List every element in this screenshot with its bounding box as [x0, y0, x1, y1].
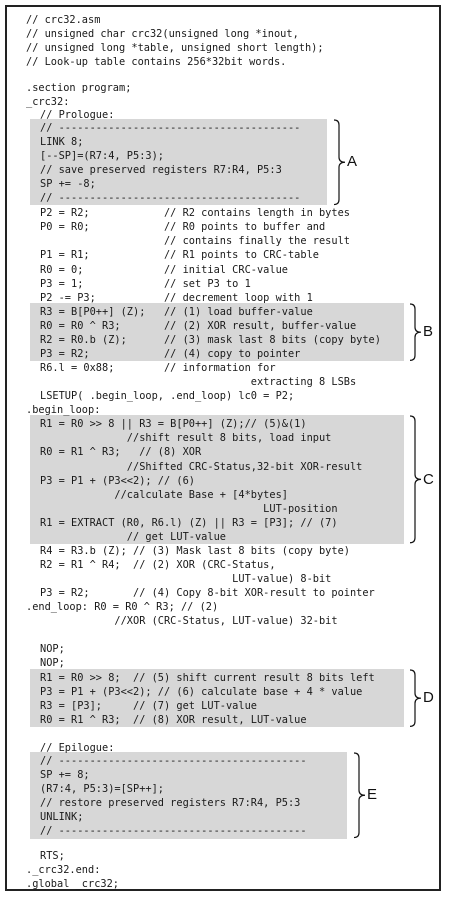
code-line: R4 = R3.b (Z); // (3) Mask last 8 bits (copy byte): [40, 544, 350, 557]
code-line: P2 = R2; // R2 contains length in bytes: [40, 207, 350, 220]
code-line: R0 = 0; // initial CRC-value: [40, 263, 288, 276]
code-line: // crc32.asm: [26, 14, 101, 26]
code-line: P3 = 1; // set P3 to 1: [40, 277, 251, 290]
code-line: RTS;: [40, 849, 65, 862]
code-line: R6.l = 0x88; // information for: [40, 362, 276, 375]
code-line: // unsigned char crc32(unsigned long *inout,: [26, 28, 299, 41]
code-line: .end_loop: R0 = R0 ^ R3; // (2): [26, 601, 219, 614]
code-line: ._crc32.end:: [26, 863, 101, 876]
code-line: // Prologue:: [40, 108, 115, 121]
code-line: //shift result 8 bits, load input: [40, 432, 332, 445]
code-line: //calculate Base + [4*bytes]: [40, 488, 288, 501]
code-line: R0 = R0 ^ R3; // (2) XOR result, buffer-value: [40, 319, 357, 332]
code-line: //Shifted CRC-Status,32-bit XOR-result: [40, 460, 363, 473]
code-line: // Epilogue:: [40, 741, 115, 754]
code-line: R3 = B[P0++] (Z); // (1) load buffer-value: [40, 305, 313, 318]
code-line: // save preserved registers R7:R4, P5:3: [40, 164, 282, 177]
code-line: SP += 8;: [40, 769, 90, 782]
block-label-c: C: [423, 470, 434, 488]
code-line: // restore preserved registers R7:R4, P5:3: [40, 797, 301, 810]
code-line: (R7:4, P5:3)=[SP++];: [40, 783, 164, 796]
code-line: .section program;: [26, 82, 132, 95]
code-line: // contains finally the result: [40, 235, 350, 248]
code-line: P3 = P1 + (P3<<2); // (6) calculate base + 4 * value: [40, 685, 363, 698]
code-line: // ---------------------------------------: [40, 121, 301, 134]
code-line: R2 = R1 ^ R4; // (2) XOR (CRC-Status,: [40, 559, 276, 572]
code-line: P0 = R0; // R0 points to buffer and: [40, 221, 326, 234]
code-line: SP += -8;: [40, 178, 96, 191]
code-line: // ---------------------------------------: [40, 192, 301, 205]
code-line: R1 = R0 >> 8; // (5) shift current result 8 bits left: [40, 671, 375, 684]
code-line: R0 = R1 ^ R3; // (8) XOR result, LUT-value: [40, 713, 307, 726]
block-label-d: D: [423, 688, 434, 706]
code-line: P3 = R2; // (4) copy to pointer: [40, 347, 301, 360]
code-line: UNLINK;: [40, 811, 84, 824]
block-label-a: A: [347, 153, 358, 171]
code-line: LUT-position: [40, 502, 338, 515]
code-line: R2 = R0.b (Z); // (3) mask last 8 bits (copy byte): [40, 333, 381, 346]
code-line: .begin_loop:: [26, 404, 101, 417]
code-line: P1 = R1; // R1 points to CRC-table: [40, 249, 319, 262]
code-line: NOP;: [40, 642, 65, 655]
code-line: extracting 8 LSBs: [40, 376, 357, 389]
code-line: .global _crc32;: [26, 878, 119, 890]
code-line: LSETUP( .begin_loop, .end_loop) lc0 = P2;: [40, 390, 295, 403]
code-line: [--SP]=(R7:4, P5:3);: [40, 150, 164, 163]
code-line: NOP;: [40, 656, 65, 669]
code-line: // get LUT-value: [40, 530, 226, 543]
code-line: // Look-up table contains 256*32bit words.: [26, 56, 287, 69]
code-line: R1 = EXTRACT (R0, R6.l) (Z) || R3 = [P3]; // (7): [40, 516, 338, 529]
code-line: // ----------------------------------------: [40, 825, 307, 838]
code-line: R3 = [P3]; // (7) get LUT-value: [40, 699, 257, 712]
code-line: //XOR (CRC-Status, LUT-value) 32-bit: [40, 615, 338, 628]
code-line: LUT-value) 8-bit: [40, 573, 332, 586]
code-line: P2 -= P3; // decrement loop with 1: [40, 291, 313, 304]
code-line: R1 = R0 >> 8 || R3 = B[P0++] (Z);// (5)&(1): [40, 418, 307, 431]
block-label-b: B: [423, 322, 434, 340]
code-line: _crc32:: [26, 95, 70, 108]
code-line: // ----------------------------------------: [40, 755, 307, 768]
code-line: R0 = R1 ^ R3; // (8) XOR: [40, 446, 202, 459]
code-line: P3 = R2; // (4) Copy 8-bit XOR-result to pointer: [40, 587, 375, 600]
code-line: P3 = P1 + (P3<<2); // (6): [40, 474, 195, 487]
code-line: // unsigned long *table, unsigned short length);: [26, 42, 324, 55]
block-label-e: E: [367, 786, 378, 804]
code-line: LINK 8;: [40, 135, 84, 148]
